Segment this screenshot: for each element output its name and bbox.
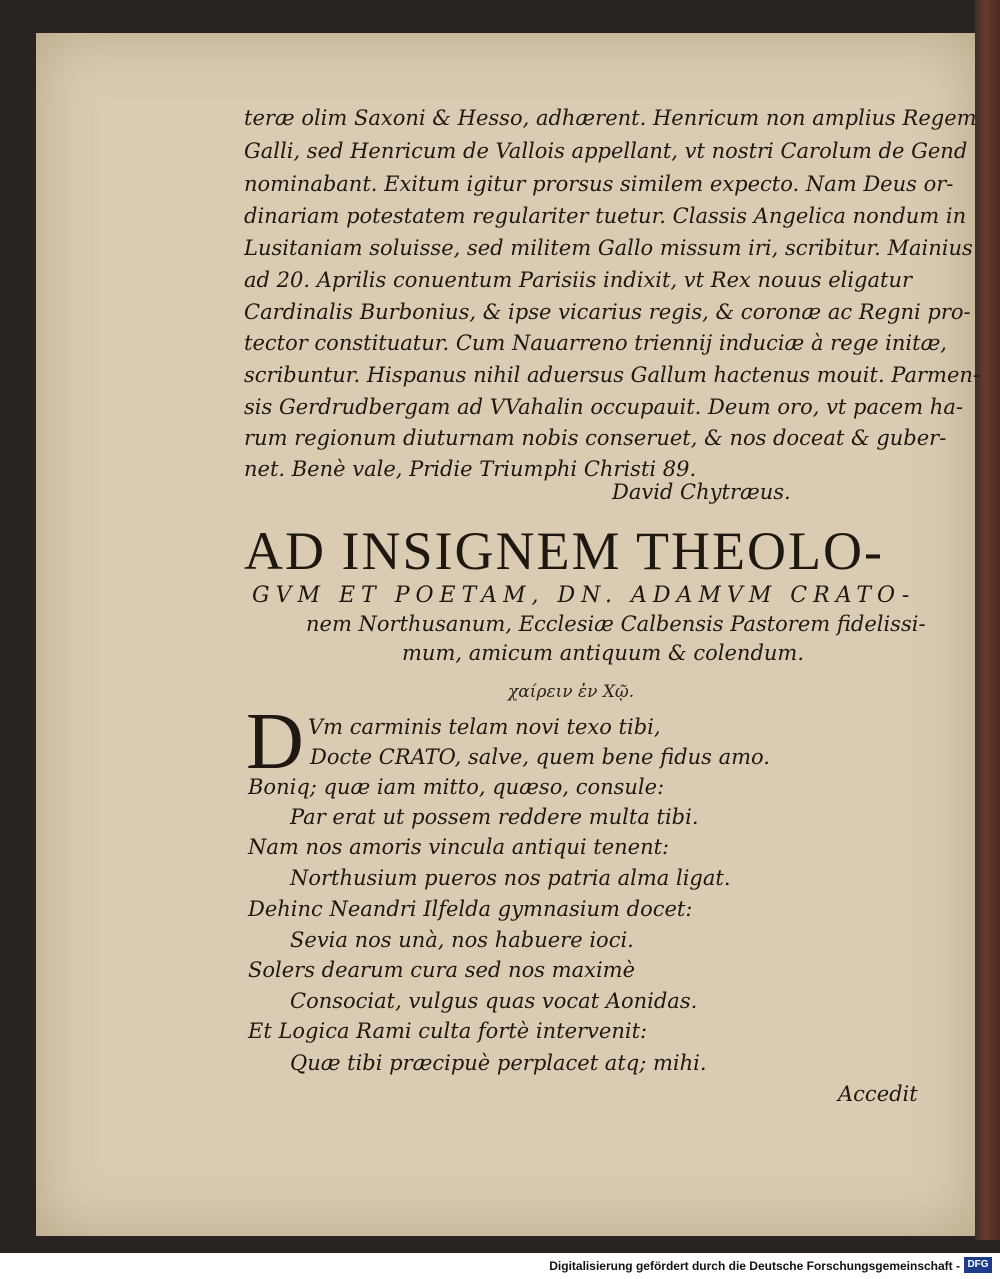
letter-line: rum regionum diuturnam nobis conseruet, & nos doceat & guber- bbox=[244, 426, 947, 450]
catchword: Accedit bbox=[838, 1082, 918, 1106]
letter-line: nominabant. Exitum igitur prorsus similem expecto. Nam Deus or- bbox=[244, 172, 954, 196]
verse-line: Et Logica Rami culta fortè intervenit: bbox=[248, 1019, 648, 1043]
verse-line: Boniq; quæ iam mitto, quæso, consule: bbox=[248, 775, 665, 799]
book-spine-edge bbox=[975, 0, 1000, 1240]
letter-line: Lusitaniam soluisse, sed militem Gallo missum iri, scribitur. Mainius bbox=[244, 236, 973, 260]
verse-line: Docte CRATO, salve, quem bene fidus amo. bbox=[310, 745, 770, 769]
letter-line: Cardinalis Burbonius, & ipse vicarius regis, & coronæ ac Regni pro- bbox=[244, 300, 971, 324]
verse-line: Nam nos amoris vincula antiqui tenent: bbox=[248, 835, 670, 859]
verse-line: Solers dearum cura sed nos maximè bbox=[248, 958, 636, 982]
poem-dedication-line: mum, amicum antiquum & colendum. bbox=[402, 641, 805, 665]
verse-line: Dehinc Neandri Ilfelda gymnasium docet: bbox=[248, 897, 693, 921]
verse-line: Par erat ut possem reddere multa tibi. bbox=[290, 805, 699, 829]
verse-line: Quæ tibi præcipuè perplacet atq; mihi. bbox=[290, 1051, 707, 1075]
letter-line: tector constituatur. Cum Nauarreno triennij induciæ à rege initæ, bbox=[244, 331, 947, 355]
verse-line: Consociat, vulgus quas vocat Aonidas. bbox=[290, 989, 698, 1013]
letter-line: net. Benè vale, Pridie Triumphi Christi 89. bbox=[244, 457, 697, 481]
letter-line: dinariam potestatem regulariter tuetur. Classis Angelica nondum in bbox=[244, 204, 967, 228]
drop-capital: D bbox=[246, 698, 304, 786]
poem-dedication-line: GVM ET POETAM, DN. ADAMVM CRATO- bbox=[252, 583, 916, 608]
letter-line: Galli, sed Henricum de Vallois appellant, vt nostri Carolum de Gend bbox=[244, 139, 968, 163]
dfg-logo-icon: DFG bbox=[964, 1257, 992, 1273]
greek-greeting: χαίρειν ἐν Χῷ. bbox=[508, 682, 635, 702]
verse-line: Sevia nos unà, nos habuere ioci. bbox=[290, 928, 634, 952]
verse-line: Vm carminis telam novi texo tibi, bbox=[308, 715, 661, 739]
verse-line: Northusium pueros nos patria alma ligat. bbox=[290, 866, 731, 890]
letter-signature: David Chytræus. bbox=[612, 480, 791, 504]
letter-line: sis Gerdrudbergam ad VVahalin occupauit. Deum oro, vt pacem ha- bbox=[244, 395, 963, 419]
footer-credit-text: Digitalisierung gefördert durch die Deutsche Forschungsgemeinschaft - bbox=[549, 1259, 960, 1273]
poem-dedication-line: nem Northusanum, Ecclesiæ Calbensis Pastorem fidelissi- bbox=[306, 612, 926, 636]
letter-line: scribuntur. Hispanus nihil aduersus Gallum hactenus mouit. Parmen- bbox=[244, 363, 980, 387]
poem-title: AD INSIGNEM THEOLO- bbox=[244, 521, 884, 581]
letter-line: ad 20. Aprilis conuentum Parisiis indixit, vt Rex nouus eligatur bbox=[244, 268, 913, 292]
letter-line: teræ olim Saxoni & Hesso, adhærent. Henricum non amplius Regem bbox=[244, 106, 977, 130]
digitization-footer bbox=[0, 1253, 1000, 1279]
